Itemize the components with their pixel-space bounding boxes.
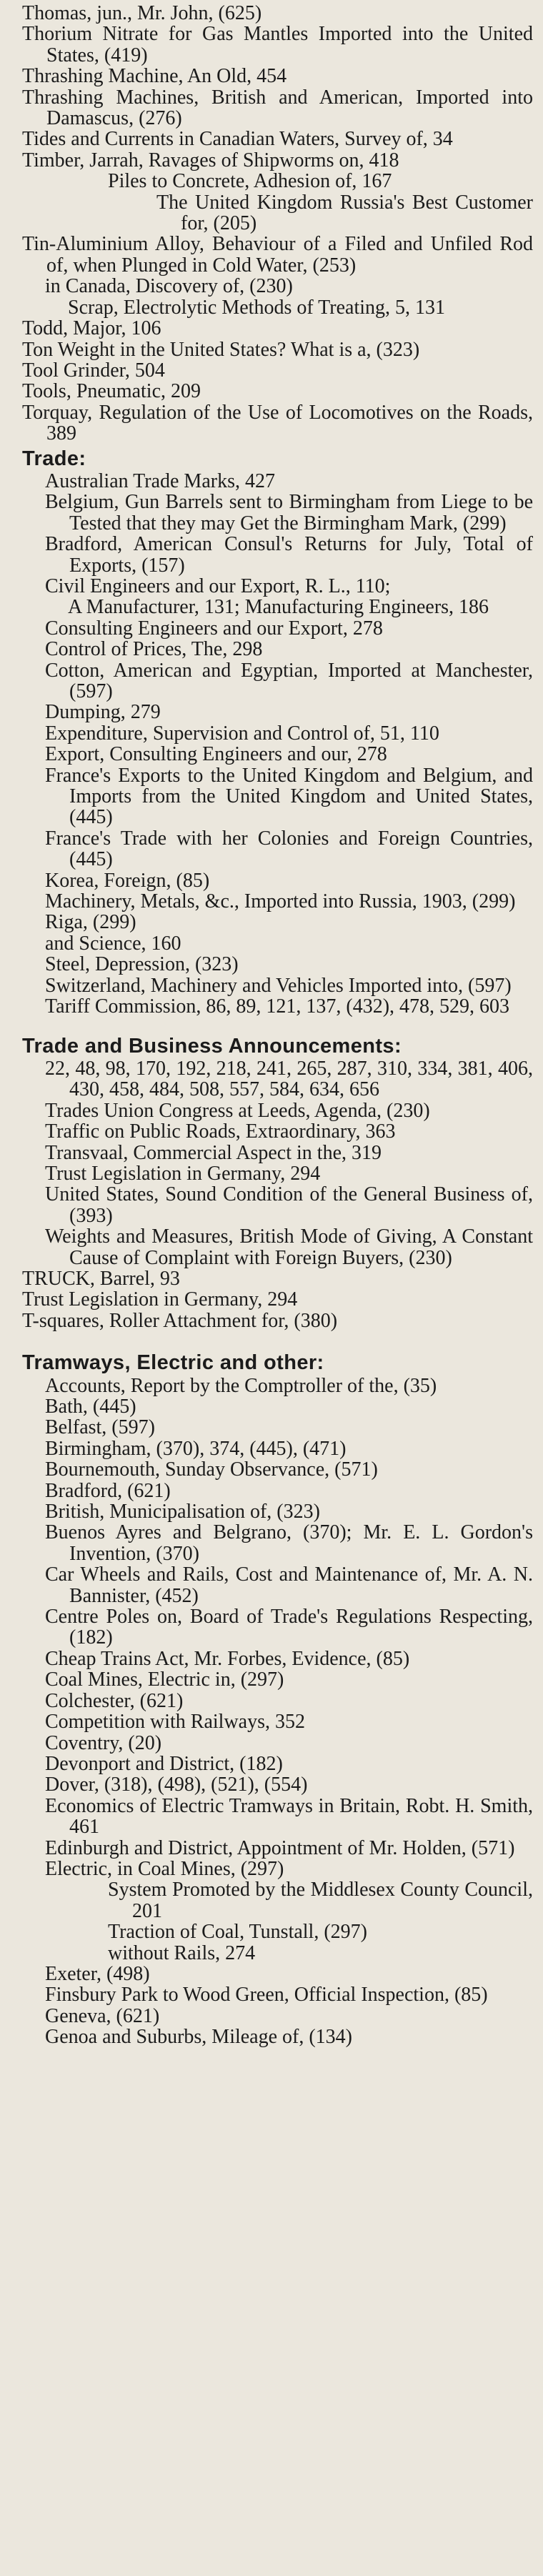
section-heading: Trade: xyxy=(22,447,86,470)
index-subentry: Bradford, American Consul's Returns for July, Total of Exports, (157) xyxy=(45,533,533,577)
index-subentry: Centre Poles on, Board of Trade's Regulations Respecting, (182) xyxy=(45,1606,533,1649)
index-subentry: without Rails, 274 xyxy=(108,1941,256,1964)
index-subentry: Traffic on Public Roads, Extraordinary, 363 xyxy=(45,1120,396,1143)
index-subentry: Civil Engineers and our Export, R. L., 110; xyxy=(45,575,391,597)
index-subentry: Colchester, (621) xyxy=(45,1689,184,1712)
index-subentry: British, Municipalisation of, (323) xyxy=(45,1501,320,1523)
index-entry: Tool Grinder, 504 xyxy=(22,359,165,382)
index-entry: Tin-Aluminium Alloy, Behaviour of a Filed and Unfiled Rod of, when Plunged in Cold Water, (253) xyxy=(22,233,533,277)
index-subentry: Belgium, Gun Barrels sent to Birmingham from Liege to be Tested that they may Get the Birmingham Mark, (299) xyxy=(45,491,533,534)
index-subentry: 22, 48, 98, 170, 192, 218, 241, 265, 287, 310, 334, 381, 406, 430, 458, 484, 508, 557, 584, 634, 656 xyxy=(45,1057,533,1101)
index-subentry: Traction of Coal, Tunstall, (297) xyxy=(108,1921,367,1944)
index-subentry: Trades Union Congress at Leeds, Agenda, (230) xyxy=(45,1099,430,1122)
index-subentry: Bournemouth, Sunday Observance, (571) xyxy=(45,1458,378,1481)
index-subentry: Coventry, (20) xyxy=(45,1731,162,1754)
index-entry: Thrashing Machine, An Old, 454 xyxy=(22,65,287,88)
index-subentry: Cotton, American and Egyptian, Imported at Manchester, (597) xyxy=(45,659,533,702)
index-subentry: Trust Legislation in Germany, 294 xyxy=(45,1162,321,1185)
index-subentry: Devonport and District, (182) xyxy=(45,1752,283,1775)
index-subentry: Weights and Measures, British Mode of Giving, A Constant Cause of Complaint with Foreign Buyers, (230) xyxy=(45,1225,533,1269)
index-subentry: Economics of Electric Tramways in Britain, Robt. H. Smith, 461 xyxy=(45,1794,533,1839)
index-subentry: Tariff Commission, 86, 89, 121, 137, (432), 478, 529, 603 xyxy=(45,995,510,1018)
index-subentry: System Promoted by the Middlesex County Council, 201 xyxy=(108,1879,533,1922)
index-subentry: United States, Sound Condition of the General Business of, (393) xyxy=(45,1183,533,1227)
index-subentry: Car Wheels and Rails, Cost and Maintenance of, Mr. A. N. Bannister, (452) xyxy=(45,1563,533,1607)
index-subentry: Consulting Engineers and our Export, 278 xyxy=(45,617,383,640)
index-subentry: Dover, (318), (498), (521), (554) xyxy=(45,1774,308,1796)
index-subentry: Coal Mines, Electric in, (297) xyxy=(45,1669,284,1691)
index-subentry: Bath, (445) xyxy=(45,1396,136,1418)
index-subentry: Buenos Ayres and Belgrano, (370); Mr. E. L. Gordon's Invention, (370) xyxy=(45,1521,533,1565)
index-subentry: Competition with Railways, 352 xyxy=(45,1711,305,1734)
index-entry: Torquay, Regulation of the Use of Locomotives on the Roads, 389 xyxy=(22,401,533,445)
index-subentry: Finsbury Park to Wood Green, Official Inspection, (85) xyxy=(45,1984,488,2006)
index-subentry: Riga, (299) xyxy=(45,911,136,934)
index-subentry: Switzerland, Machinery and Vehicles Imported into, (597) xyxy=(45,974,512,997)
index-entry: T-squares, Roller Attachment for, (380) xyxy=(22,1309,338,1332)
section-heading: Trade and Business Announcements: xyxy=(22,1034,402,1058)
index-entry: Thrashing Machines, British and American, Imported into Damascus, (276) xyxy=(22,86,533,130)
index-entry: TRUCK, Barrel, 93 xyxy=(22,1267,180,1290)
index-subentry: Geneva, (621) xyxy=(45,2004,160,2027)
index-subentry: Dumping, 279 xyxy=(45,701,161,724)
index-subentry: in Canada, Discovery of, (230) xyxy=(45,275,293,298)
index-subentry: A Manufacturer, 131; Manufacturing Engineers, 186 xyxy=(68,596,489,619)
index-subentry: Genoa and Suburbs, Mileage of, (134) xyxy=(45,2026,353,2049)
index-entry: Thomas, jun., Mr. John, (625) xyxy=(22,2,262,24)
index-entry: Ton Weight in the United States? What is a, (323) xyxy=(22,338,420,361)
index-subentry: The United Kingdom Russia's Best Customer for, (205) xyxy=(156,191,533,235)
index-subentry: Scrap, Electrolytic Methods of Treating, 5, 131 xyxy=(68,296,446,319)
index-entry: Trust Legislation in Germany, 294 xyxy=(22,1288,298,1311)
index-subentry: Edinburgh and District, Appointment of Mr. Holden, (571) xyxy=(45,1836,515,1859)
index-subentry: Korea, Foreign, (85) xyxy=(45,869,210,892)
index-subentry: Birmingham, (370), 374, (445), (471) xyxy=(45,1437,347,1460)
index-subentry: Australian Trade Marks, 427 xyxy=(45,469,275,492)
index-subentry: France's Exports to the United Kingdom and Belgium, and Imports from the United Kingdom and United States, (445) xyxy=(45,764,533,829)
index-entry: Thorium Nitrate for Gas Mantles Imported into the United States, (419) xyxy=(22,23,533,66)
index-subentry: Exeter, (498) xyxy=(45,1962,150,1985)
index-subentry: Belfast, (597) xyxy=(45,1416,155,1439)
index-subentry: Control of Prices, The, 298 xyxy=(45,638,263,661)
index-subentry: Accounts, Report by the Comptroller of the, (35) xyxy=(45,1374,437,1397)
index-subentry: Piles to Concrete, Adhesion of, 167 xyxy=(108,170,392,193)
index-subentry: Expenditure, Supervision and Control of, 51, 110 xyxy=(45,722,439,745)
index-subentry: Electric, in Coal Mines, (297) xyxy=(45,1857,284,1880)
index-subentry: Transvaal, Commercial Aspect in the, 319 xyxy=(45,1141,382,1164)
index-entry: Tools, Pneumatic, 209 xyxy=(22,380,201,403)
index-subentry: and Science, 160 xyxy=(45,932,181,955)
index-subentry: Cheap Trains Act, Mr. Forbes, Evidence, (85) xyxy=(45,1647,410,1670)
index-subentry: Steel, Depression, (323) xyxy=(45,953,239,976)
index-subentry: Bradford, (621) xyxy=(45,1479,171,1502)
index-subentry: Machinery, Metals, &c., Imported into Russia, 1903, (299) xyxy=(45,890,516,913)
index-subentry: France's Trade with her Colonies and Foreign Countries, (445) xyxy=(45,827,533,871)
section-heading: Tramways, Electric and other: xyxy=(22,1351,324,1375)
index-entry: Timber, Jarrah, Ravages of Shipworms on, 418 xyxy=(22,149,399,171)
index-entry: Todd, Major, 106 xyxy=(22,317,161,340)
index-subentry: Export, Consulting Engineers and our, 278 xyxy=(45,743,387,766)
index-entry: Tides and Currents in Canadian Waters, Survey of, 34 xyxy=(22,128,453,151)
